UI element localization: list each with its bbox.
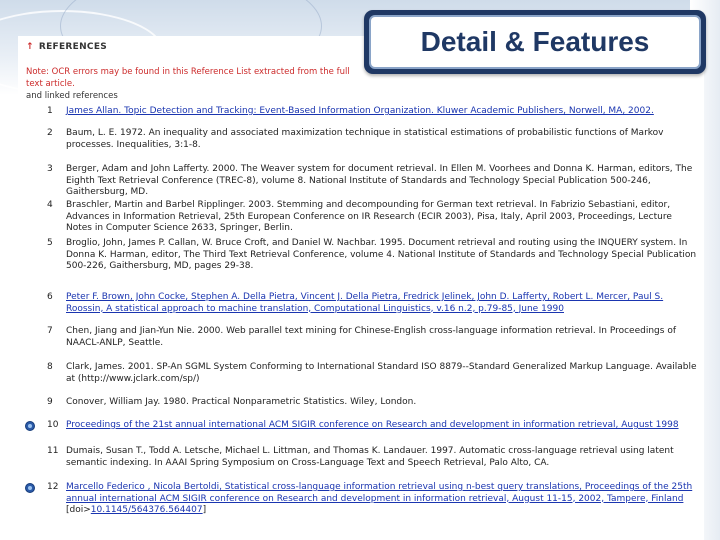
reference-number: 9: [47, 397, 53, 407]
doi-prefix: [doi>: [66, 505, 91, 515]
reference-number: 10: [47, 420, 59, 430]
reference-text: Baum, L. E. 1972. An inequality and associated maximization technique in statistical estimations of probabilistic functions of Markov processes. Inequalities, 3:1-8.: [66, 128, 664, 150]
reference-number: 5: [47, 238, 53, 248]
reference-link[interactable]: Peter F. Brown, John Cocke, Stephen A. Della Pietra, Vincent J. Della Pietra, Fredrick Jelinek, John D. Lafferty, Robert L. Mercer, Paul S. Roossin, A statistical approach to machine translation, Computational Linguistics, v.16 n.2, p.79-85, June 1990: [66, 292, 664, 314]
reference-text: Clark, James. 2001. SP-An SGML System Conforming to International Standard ISO 8879--Standard Generalized Markup Language. Available at (http://www.jclark.com/sp/): [66, 362, 697, 384]
reference-text: Chen, Jiang and Jian-Yun Nie. 2000. Web parallel text mining for Chinese-English cross-language information retrieval. In Proceedings of NAACL-ANLP, Seattle.: [66, 326, 676, 348]
reference-body: [66, 482, 700, 517]
acm-link-icon[interactable]: [25, 483, 35, 493]
slide-title-inner: [369, 15, 701, 69]
references-note: [26, 66, 366, 102]
references-header[interactable]: [26, 42, 107, 52]
reference-number: 1: [47, 106, 53, 116]
reference-number: 2: [47, 128, 53, 138]
note-suffix: and linked references: [26, 91, 118, 101]
collapse-arrow-icon[interactable]: ↑: [26, 42, 34, 52]
slide-title-box: [364, 10, 706, 74]
acm-link-icon[interactable]: [25, 421, 35, 431]
reference-text: Broglio, John, James P. Callan, W. Bruce Croft, and Daniel W. Nachbar. 1995. Document retrieval and routing using the INQUERY system. In Donna K. Harman, editor, The Third Text Retrieval Conference, volume 4. National Institute of Standards and Technology Special Publication 500-226, Gaithersburg, MD, pages 29-38.: [66, 238, 697, 271]
reference-link[interactable]: Marcello Federico , Nicola Bertoldi, Statistical cross-language information retrieval using n-best query translations, Proceedings of the 25th annual international ACM SIGIR conference on Research and development in information retrieval, August 11-15, 2002, Tampere, Finland: [66, 482, 693, 504]
reference-number: 3: [47, 164, 53, 174]
reference-link[interactable]: Proceedings of the 21st annual international ACM SIGIR conference on Research and development in information retrieval, August 1998: [66, 420, 679, 430]
reference-number: 4: [47, 200, 53, 210]
reference-number: 12: [47, 482, 59, 492]
note-prefix: Note: OCR errors may be found in this Reference List extracted from the full text article.: [26, 67, 350, 89]
reference-number: 8: [47, 362, 53, 372]
reference-text: Conover, William Jay. 1980. Practical Nonparametric Statistics. Wiley, London.: [66, 397, 417, 407]
doi-link[interactable]: 10.1145/564376.564407: [90, 505, 203, 515]
slide-title: Detail & Features: [420, 26, 650, 57]
reference-text: Braschler, Martin and Barbel Ripplinger. 2003. Stemming and decompounding for German text retrieval. In Fabrizio Sebastiani, editor, Advances in Information Retrieval, 25th European Conference on IR Research (ECIR 2003), Pisa, Italy, April 2003, Proceedings, Lecture Notes in Computer Science 2633, Springer, Berlin.: [66, 200, 672, 233]
doi-suffix: ]: [202, 505, 207, 515]
reference-number: 7: [47, 326, 53, 336]
doi-line: [66, 505, 206, 515]
reference-number: 6: [47, 292, 53, 302]
reference-link[interactable]: James Allan. Topic Detection and Tracking: Event-Based Information Organization. Kluwer Academic Publishers, Norwell, MA, 2002.: [66, 106, 654, 116]
reference-text: Berger, Adam and John Lafferty. 2000. The Weaver system for document retrieval. In Ellen M. Voorhees and Donna K. Harman, editors, The Eighth Text Retrieval Conference (TREC-8), volume 8. National Institute of Standards and Technology Special Publication 500-246, Gaithersburg, MD.: [66, 164, 693, 197]
references-header-label: REFERENCES: [38, 42, 108, 52]
reference-text: Dumais, Susan T., Todd A. Letsche, Michael L. Littman, and Thomas K. Landauer. 1997. Automatic cross-language retrieval using latent semantic indexing. In AAAI Spring Symposium on Cross-Language Text and Speech Retrieval, Palo Alto, CA.: [66, 446, 674, 468]
reference-number: 11: [47, 446, 59, 456]
